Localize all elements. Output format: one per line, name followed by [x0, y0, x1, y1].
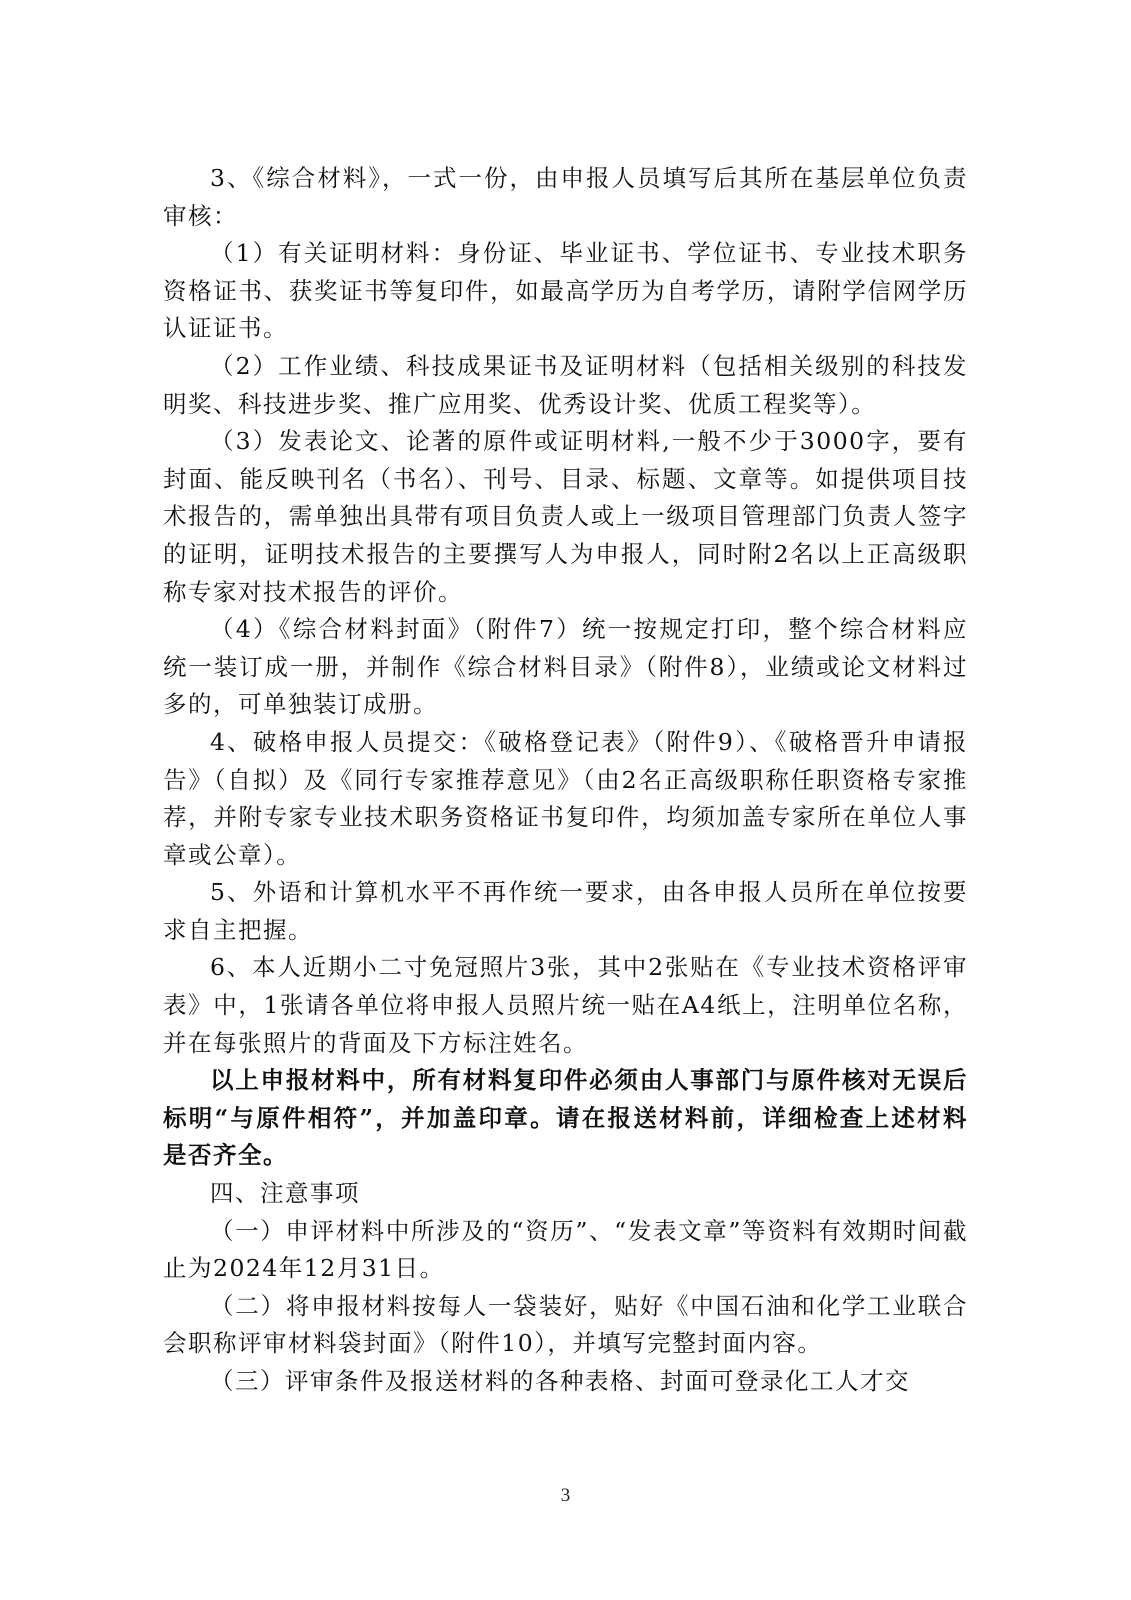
page-number: 3: [560, 1485, 571, 1506]
paragraph-note-3-forms: （三）评审条件及报送材料的各种表格、封面可登录化工人才交: [210, 1367, 910, 1395]
paragraph-verification-notice: 以上申报材料中，所有材料复印件必须由人事部门与原件核对无误后标明“与原件相符”，并加盖印章。请在报送材料前，详细检查上述材料是否齐全。: [163, 1066, 968, 1170]
section-heading-notes: 四、注意事项: [210, 1179, 360, 1208]
paragraph-3-1-certificates: （1）有关证明材料：身份证、毕业证书、学位证书、专业技术职务资格证书、获奖证书等复印件，如最高学历为自考学历，请附学信网学历认证证书。: [163, 239, 968, 343]
paragraph-3-2-achievements: （2）工作业绩、科技成果证书及证明材料（包括相关级别的科技发明奖、科技进步奖、推广应用奖、优秀设计奖、优质工程奖等）。: [163, 351, 968, 418]
paragraph-3-4-cover: （4）《综合材料封面》（附件7）统一按规定打印，整个综合材料应统一装订成一册，并制作《综合材料目录》（附件8），业绩或论文材料过多的，可单独装订成册。: [163, 615, 968, 719]
paragraph-3-3-papers: （3）发表论文、论著的原件或证明材料,一般不少于3000字，要有封面、能反映刊名（书名）、刊号、目录、标题、文章等。如提供项目技术报告的，需单独出具带有项目负责人或上一级项目管理部门负责人签字的证明，证明技术报告的主要撰写人为申报人，同时附2名以上正高级职称专家对技术报告的评价。: [163, 427, 968, 606]
paragraph-4-exceptional-applicants: 4、破格申报人员提交：《破格登记表》（附件9）、《破格晋升申请报告》（自拟）及《同行专家推荐意见》（由2名正高级职称任职资格专家推荐，并附专家专业技术职务资格证书复印件，均须加盖专家所在单位人事章或公章）。: [163, 727, 968, 869]
paragraph-5-language-computer: 5、外语和计算机水平不再作统一要求，由各申报人员所在单位按要求自主把握。: [163, 878, 968, 944]
paragraph-note-1-deadline: （一）申评材料中所涉及的“资历”、“发表文章”等资料有效期时间截止为2024年12月31日。: [163, 1216, 968, 1283]
paragraph-6-photos: 6、本人近期小二寸免冠照片3张，其中2张贴在《专业技术资格评审表》中，1张请各单位将申报人员照片统一贴在A4纸上，注明单位名称，并在每张照片的背面及下方标注姓名。: [163, 953, 968, 1057]
paragraph-note-2-envelope: （二）将申报材料按每人一袋装好，贴好《中国石油和化学工业联合会职称评审材料袋封面》（附件10），并填写完整封面内容。: [163, 1291, 968, 1358]
document-body: [163, 160, 968, 1401]
paragraph-3-comprehensive-materials: 3、《综合材料》，一式一份，由申报人员填写后其所在基层单位负责审核：: [163, 164, 968, 230]
